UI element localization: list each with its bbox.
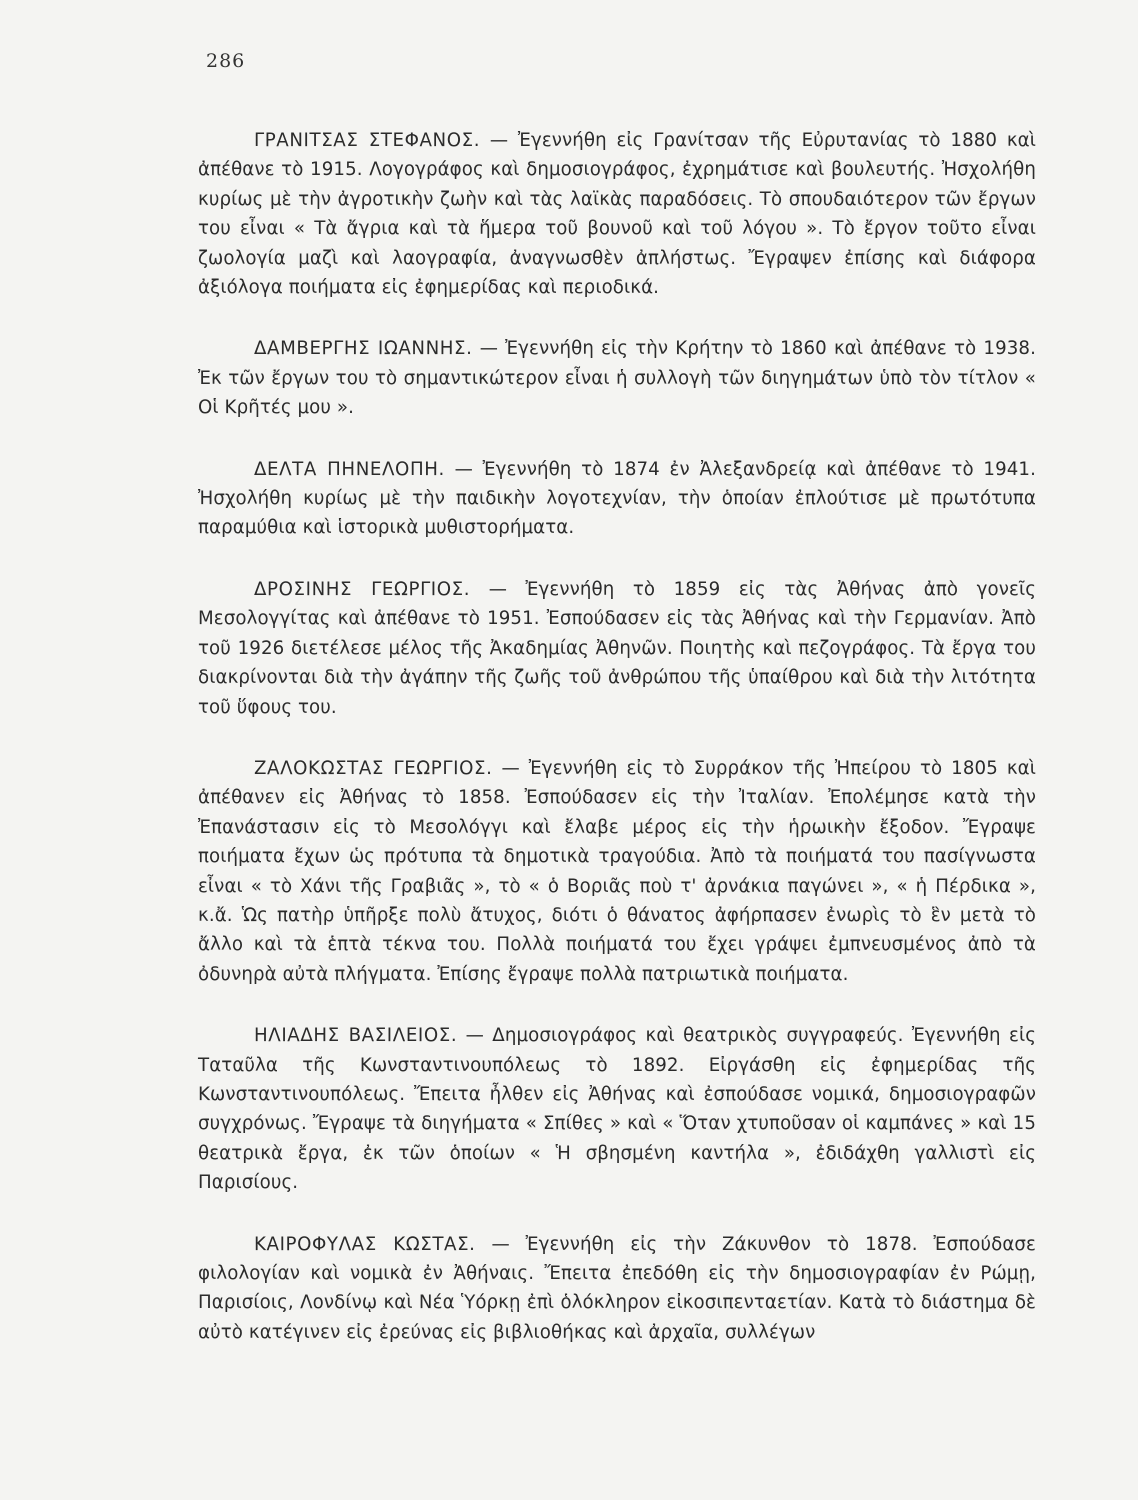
entry-text: — Ἐγεννήθη εἰς τὸ Συρράκον τῆς Ἠπείρου τὸ 1805 καὶ ἀπέθανεν εἰς Ἀθήνας τὸ 1858. Ἐσπούδασεν εἰς τὴν Ἰταλίαν. Ἐπολέμησε κατὰ τὴν Ἐπανάστασιν εἰς τὸ Μεσολόγγι καὶ ἔλαβε μέρος εἰς τὴν ἡρωικὴν ἔξοδον. Ἔγραψε ποιήματα ἔχων ὡς πρότυπα τὰ δημοτικὰ τραγούδια. Ἀπὸ τὰ ποιήματά του πασίγνωστα εἶναι « τὸ Χάνι τῆς Γραβιᾶς », τὸ « ὁ Βοριᾶς ποὺ τ' ἀρνάκια παγώνει », « ἡ Πέρδικα », κ.ἄ. Ὡς πατὴρ ὑπῆρξε πολὺ ἄτυχος, διότι ὁ θάνατος ἀφήρπασεν ἐνωρὶς τὸ ἓν μετὰ τὸ ἄλλο καὶ τὰ ἑπτὰ τέκνα του. Πολλὰ ποιήματά του ἔχει γράψει ἐμπνευσμένος ἀπὸ τὰ ὀδυνηρὰ αὐτὰ πλήγματα. Ἐπίσης ἔγραψε πολλὰ πατριωτικὰ ποιήματα. — [198, 757, 1036, 985]
entry-granitsas — [198, 126, 1036, 302]
biography-list — [198, 126, 1036, 1379]
entry-zalokostas — [198, 754, 1036, 989]
entry-damvergis — [198, 334, 1036, 422]
entry-name: ΚΑΙΡΟΦΥΛΑΣ ΚΩΣΤΑΣ. — [254, 1233, 476, 1255]
entry-text: — Δημοσιογράφος καὶ θεατρικὸς συγγραφεύς. Ἐγεννήθη εἰς Ταταῦλα τῆς Κωνσταντινουπόλεως τὸ 1892. Εἰργάσθη εἰς ἐφημερίδας τῆς Κωνσταντινουπόλεως. Ἔπειτα ἦλθεν εἰς Ἀθήνας καὶ ἐσπούδασε νομικά, δημοσιογραφῶν συγχρόνως. Ἔγραψε τὰ διηγήματα « Σπίθες » καὶ « Ὅταν χτυποῦσαν οἱ καμπάνες » καὶ 15 θεατρικὰ ἔργα, ἐκ τῶν ὁποίων « Ἡ σβησμένη καντήλα », ἐδιδάχθη γαλλιστὶ εἰς Παρισίους. — [198, 1025, 1036, 1194]
entry-name: ΔΑΜΒΕΡΓΗΣ ΙΩΑΝΝΗΣ. — [254, 338, 473, 360]
entry-name: ΗΛΙΑΔΗΣ ΒΑΣΙΛΕΙΟΣ. — [254, 1025, 458, 1047]
entry-name: ΔΕΛΤΑ ΠΗΝΕΛΟΠΗ. — [254, 458, 445, 480]
entry-kairofylas — [198, 1230, 1036, 1348]
entry-text: — Ἐγεννήθη τὸ 1859 εἰς τὰς Ἀθήνας ἀπὸ γονεῖς Μεσολογγίτας καὶ ἀπέθανε τὸ 1951. Ἐσπούδασεν εἰς τὰς Ἀθήνας καὶ τὴν Γερμανίαν. Ἀπὸ τοῦ 1926 διετέλεσε μέλος τῆς Ἀκαδημίας Ἀθηνῶν. Ποιητὴς καὶ πεζογράφος. Τὰ ἔργα του διακρίνονται διὰ τὴν ἀγάπην τῆς ζωῆς τοῦ ἀνθρώπου τῆς ὑπαίθρου καὶ διὰ τὴν λιτότητα τοῦ ὕφους του. — [198, 578, 1036, 718]
page-number: 286 — [206, 50, 246, 72]
entry-text: — Ἐγεννήθη εἰς Γρανίτσαν τῆς Εὐρυτανίας τὸ 1880 καὶ ἀπέθανε τὸ 1915. Λογογράφος καὶ δημοσιογράφος, ἐχρημάτισε καὶ βουλευτής. Ἠσχολήθη κυρίως μὲ τὴν ἀγροτικὴν ζωὴν καὶ τὰς λαϊκὰς παραδόσεις. Τὸ σπουδαιότερον τῶν ἔργων του εἶναι « Τὰ ἄγρια καὶ τὰ ἥμερα τοῦ βουνοῦ καὶ τοῦ λόγου ». Τὸ ἔργον τοῦτο εἶναι ζωολογία μαζὶ καὶ λαογραφία, ἀναγνωσθὲν ἀπλήστως. Ἔγραψεν ἐπίσης καὶ διάφορα ἀξιόλογα ποιήματα εἰς ἐφημερίδας καὶ περιοδικά. — [198, 130, 1036, 299]
entry-name: ΖΑΛΟΚΩΣΤΑΣ ΓΕΩΡΓΙΟΣ. — [254, 757, 493, 779]
entry-drosinis — [198, 575, 1036, 722]
entry-iliadis — [198, 1021, 1036, 1197]
entry-text: — Ἐγεννήθη τὸ 1874 ἐν Ἀλεξανδρείᾳ καὶ ἀπέθανε τὸ 1941. Ἠσχολήθη κυρίως μὲ τὴν παιδικὴν λογοτεχνίαν, τὴν ὁποίαν ἐπλούτισε μὲ πρωτότυπα παραμύθια καὶ ἱστορικὰ μυθιστορήματα. — [198, 458, 1036, 539]
entry-text: — Ἐγεννήθη εἰς τὴν Ζάκυνθον τὸ 1878. Ἐσπούδασε φιλολογίαν καὶ νομικὰ ἐν Ἀθήναις. Ἔπειτα ἐπεδόθη εἰς τὴν δημοσιογραφίαν ἐν Ρώμῃ, Παρισίοις, Λονδίνῳ καὶ Νέα Ὑόρκῃ ἐπὶ ὁλόκληρον εἰκοσιπενταετίαν. Κατὰ τὸ διάστημα δὲ αὐτὸ κατέγινεν εἰς ἐρεύνας εἰς βιβλιοθήκας καὶ ἀρχαῖα, συλλέγων — [198, 1233, 1036, 1343]
entry-name: ΔΡΟΣΙΝΗΣ ΓΕΩΡΓΙΟΣ. — [254, 578, 471, 600]
entry-name: ΓΡΑΝΙΤΣΑΣ ΣΤΕΦΑΝΟΣ. — [254, 130, 481, 151]
entry-delta — [198, 455, 1036, 543]
entry-text: — Ἐγεννήθη εἰς τὴν Κρήτην τὸ 1860 καὶ ἀπέθανε τὸ 1938. Ἐκ τῶν ἔργων του τὸ σημαντικώτερον εἶναι ἡ συλλογὴ τῶν διηγημάτων ὑπὸ τὸν τίτλον « Οἱ Κρῆτές μου ». — [198, 338, 1036, 419]
